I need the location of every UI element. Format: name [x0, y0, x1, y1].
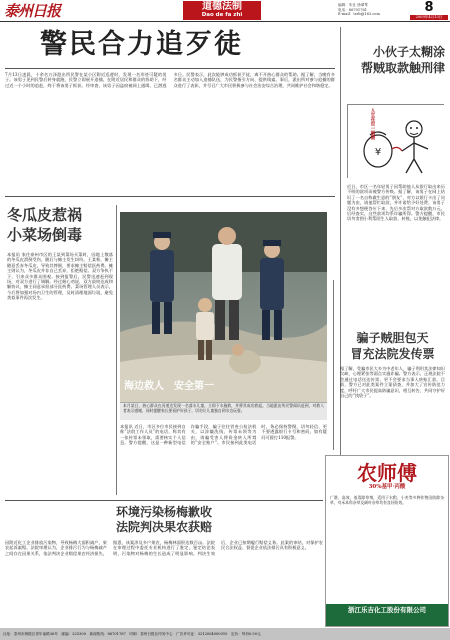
photo-caption: 本月某日，热心群众在河道边发现一名落水儿童，立即下水施救，并将其成功救起。当地派出所民警闻讯赶到，对救人者表示感谢，同时提醒家长要看护好孩子，切勿让儿童独自到水边玩耍。 — [123, 403, 324, 413]
ad-company-banner — [326, 604, 448, 626]
ad-company-name: 浙江乐吉化工股份有限公司 — [348, 606, 426, 614]
page-number: 8 — [424, 0, 434, 15]
right-story-body: 据了解，受骗市民大多为中老年人，骗子利用其法律知识欠缺、心理紧张等弱点实施诈骗。警方表示，正规法院不会通过电话送达传票，更不会要求当事人转账汇款。目前，警方已对此类案件立案侦查，并加大了宣传防范力度，呼吁广大市民提高防骗意识，相互转告，共同守护好自己的“钱袋子”。 — [340, 366, 445, 399]
column-divider — [116, 205, 117, 495]
left-story-headline — [7, 205, 115, 245]
divider — [5, 68, 335, 69]
bottom-headline-line: 法院判决果农获赔 — [115, 520, 212, 534]
right-story-headline — [340, 330, 445, 362]
left-headline-line: 小菜场倒毒 — [7, 226, 83, 244]
ad-description: 广谱、高效、低毒除草剂，适用于水稻、小麦等多种作物田防除杂草，对禾本科杂草及阔叶杂草均有良好防效。 — [330, 495, 444, 505]
ad-subtitle: 30%基甲·丙酸 — [368, 484, 406, 490]
editor-line: E-mail：tzrb@163.com — [338, 12, 380, 17]
bottom-headline-line: 环境污染杨梅歉收 — [115, 505, 212, 519]
divider — [5, 500, 323, 501]
editor-line: 编辑：朱仕 徐翠琴 — [338, 3, 368, 7]
section-banner — [183, 1, 261, 20]
main-headline: 警民合力追歹徒 — [40, 29, 243, 60]
ad-product-name: 农师傅 — [357, 461, 417, 485]
photo-image — [120, 212, 327, 402]
bottom-story-headline — [5, 505, 323, 535]
cartoon-headline-line: 小伙子太糊涂 — [372, 45, 445, 59]
photo-caption-band — [120, 402, 327, 420]
column-divider — [333, 280, 334, 450]
footer-bar: 社址：泰州市海陵区青年南路36号 邮编：225300 新闻热线：86701767 印刷：泰州日报社印务中心 广告许可证：3212004000010 定价：每份0.50元 — [0, 628, 450, 640]
photo-story-continuation: 本报讯 近日，市区多位市民接到自称“法院工作人员”的电话，称其有一张传票未领取，需要核实个人信息。警方提醒，这是一种新型电信诈骗手段，骗子往往冒充公检法机关，以涉嫌洗钱、传票未领等为由，诱骗受害人将资金转入所谓的“安全账户”。市民接到此类电话时，务必保持警惕，切勿轻信，更不要透露银行卡号和密码，如有疑问可拨打110报警。 — [120, 424, 327, 446]
cartoon-story-body: 近日，市区一名年轻男子因帮助他人从银行取出来历不明的款项而被警方传唤。据了解，该男子在网上结识了一名自称做生意的“朋友”，对方以银行卡出了问题为由，请他帮忙取款，并许诺给予好处费。该男子没有多想便答应下来，先后多次帮对方取款数万元。后经查实，这些款项均系诈骗所得。警方提醒，市民切勿贪图小利帮陌生人取款、转账，以免触犯法律。 — [347, 184, 445, 222]
newspaper-logo: 泰州日报 — [4, 2, 61, 20]
main-story-body: 7月13日凌晨，十余名万泽派出所民警在某小区附近巡逻时，发现一名形迹可疑的男子。该男子见到民警后转身就跑，民警立即展开追捕。在附近居民和群众的协助下，经过近一个小时的追赶，终于将该男子抓获。经审查，该男子因盗窃被网上通缉，已潜逃多日。民警表示，此次能够成功抓获歹徒，离不开热心群众的帮助。据了解，当晚有多名群众主动加入追捕队伍，为民警指引方向、提供线索。事后，派出所对参与追捕的群众进行了表彰，并号召广大市民积极参与社会治安综合治理，共同维护社会和谐稳定。 — [5, 72, 335, 88]
right-headline-line: 冒充法院发传票 — [350, 347, 435, 361]
section-title: 道德法制 — [202, 1, 242, 12]
left-story-body: 本报讯 家住泰州市区的王某到菜场买菜时，因地上散落的冬瓜皮滑倒受伤，随后与摊主发生纠纷。王某称，摊主随意丢弃冬瓜皮，导致其摔倒，要求摊主赔偿医药费。摊主则认为，冬瓜皮并非自己丢弃，拒绝赔偿。双方争执不下，引来众多群众围观。接到报警后，民警迅速赶到现场，对双方进行了调解。经过耐心劝说，双方最终达成和解协议，摊主同意承担部分医药费。菜场管理人员表示，今后将加强对场内卫生的管理，及时清理地面垃圾，避免类似事件再次发生。 — [7, 252, 113, 301]
cartoon-story-headline — [347, 44, 445, 76]
section-pinyin: Dao de fa zhi — [201, 12, 243, 18]
cartoon-caption: 人生在世一副腿 — [370, 108, 375, 140]
editor-line: 电话：86701761 — [338, 7, 368, 12]
cartoon-illustration — [347, 104, 444, 178]
divider — [5, 196, 335, 197]
cartoon-headline-line: 帮贼取款触刑律 — [360, 61, 445, 75]
right-headline-line: 骗子贼胆包天 — [356, 331, 429, 345]
photo-tag: 海边救人 安全第一 — [124, 381, 214, 392]
advertisement — [325, 455, 449, 627]
page-number-box — [410, 1, 448, 20]
editor-info — [338, 3, 404, 17]
bottom-story-body: 因附近化工企业排放污染物，导致杨梅大面积减产，果农起诉索赔。法院审理认为，企业排污行为与杨梅减产之间存在因果关系，依法判决企业赔偿果农经济损失。据悉，该案涉及多户果农，杨梅林面积达数百亩。法院在审理过程中委托专业机构进行了鉴定，鉴定结论表明，污染物对杨梅的生长造成了明显影响。判决生效后，企业已按期履行赔偿义务。此案的审结，对保护农民合法权益、督促企业依法排污具有积极意义。 — [5, 540, 323, 556]
left-headline-line: 冬瓜皮惹祸 — [7, 206, 83, 224]
news-photo — [120, 212, 327, 402]
svg-text:¥: ¥ — [374, 147, 382, 158]
page-date: 2009年4月13日 — [410, 15, 448, 20]
